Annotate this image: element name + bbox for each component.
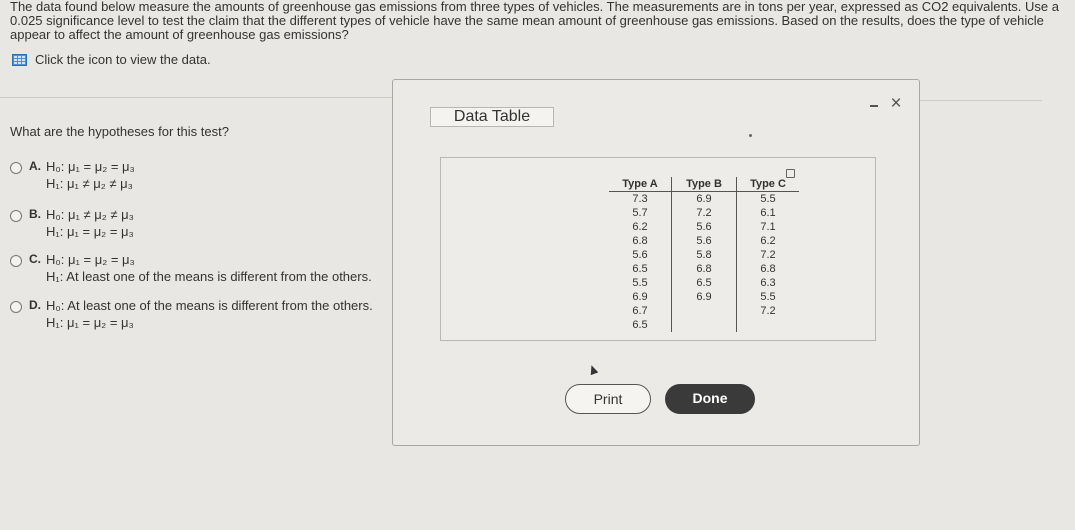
table-cell: 6.8	[632, 235, 648, 247]
table-row	[609, 220, 799, 234]
divider	[918, 100, 1042, 101]
table-cell: 6.8	[737, 262, 800, 276]
option-a-h0: H₀: μ₁ = μ₂ = μ₃	[46, 159, 135, 174]
option-letter: D.	[29, 298, 41, 312]
table-cell: 7.2	[737, 248, 800, 262]
option-d-radio[interactable]	[10, 301, 22, 313]
table-cell: 6.1	[737, 206, 800, 220]
table-row	[609, 276, 799, 290]
table-row	[609, 192, 799, 207]
dialog-title: Data Table	[430, 107, 554, 127]
column-header: Type B	[672, 177, 737, 192]
divider	[0, 97, 392, 98]
option-c-h1: H₁: At least one of the means is different from the others.	[46, 269, 372, 284]
option-letter: A.	[29, 159, 41, 173]
question-text: The data found below measure the amounts of greenhouse gas emissions from three types of vehicles. The measurements are in tons per year, expressed as CO2 equivalents. Use a 0.025 significance level to test the claim that the different types of vehicle have the same mean amount of greenhouse gas emissions. Based on the results, does the type of vehicle appear to affect the amount of greenhouse gas emissions?	[10, 0, 1059, 42]
option-c-radio[interactable]	[10, 255, 22, 267]
table-cell: 6.8	[672, 262, 737, 276]
option-d-h0: H₀: At least one of the means is different from the others.	[46, 298, 373, 313]
table-row	[609, 248, 799, 262]
table-cell: 6.3	[737, 276, 800, 290]
done-button[interactable]: Done	[665, 384, 755, 414]
table-cell: 5.6	[632, 249, 648, 261]
option-b-h1: H₁: μ₁ = μ₂ = μ₃	[46, 224, 134, 239]
option-c-h0: H₀: μ₁ = μ₂ = μ₃	[46, 252, 135, 267]
option-a-h1: H₁: μ₁ ≠ μ₂ ≠ μ₃	[46, 176, 133, 191]
table-cell: 7.2	[672, 206, 737, 220]
table-row	[609, 206, 799, 220]
view-data-link[interactable]	[12, 52, 211, 67]
option-d-h1: H₁: μ₁ = μ₂ = μ₃	[46, 315, 134, 330]
table-grid-icon[interactable]	[12, 54, 27, 66]
data-table	[609, 177, 799, 332]
close-button[interactable]: ×	[890, 93, 902, 114]
table-row	[609, 262, 799, 276]
table-cell: 6.5	[632, 263, 648, 275]
option-b-h0: H₀: μ₁ ≠ μ₂ ≠ μ₃	[46, 207, 134, 222]
table-cell: 5.6	[672, 220, 737, 234]
column-header: Type A	[609, 177, 672, 192]
table-cell: 5.5	[737, 290, 800, 304]
table-cell: 7.1	[737, 220, 800, 234]
table-cell: 6.2	[632, 221, 648, 233]
table-cell	[737, 318, 800, 332]
table-row	[609, 234, 799, 248]
table-cell: 6.9	[672, 192, 737, 207]
data-table-panel	[440, 157, 876, 341]
table-row	[609, 290, 799, 304]
option-letter: B.	[29, 207, 41, 221]
table-cell: 6.7	[632, 305, 648, 317]
table-row	[609, 304, 799, 318]
table-cell	[672, 304, 737, 318]
table-cell: 5.7	[632, 207, 648, 219]
view-data-label[interactable]: Click the icon to view the data.	[35, 52, 211, 67]
option-a-radio[interactable]	[10, 162, 22, 174]
dot-mark	[749, 134, 752, 137]
table-cell: 6.2	[737, 234, 800, 248]
table-cell	[672, 318, 737, 332]
table-cell: 6.5	[632, 319, 648, 331]
minimize-icon	[870, 105, 878, 107]
option-letter: C.	[29, 252, 41, 266]
print-button[interactable]: Print	[565, 384, 651, 414]
table-cell: 7.2	[737, 304, 800, 318]
data-table-dialog	[392, 79, 920, 446]
minimize-button[interactable]	[867, 97, 881, 111]
hypotheses-prompt: What are the hypotheses for this test?	[10, 124, 229, 139]
column-header: Type C	[737, 177, 800, 192]
table-cell: 5.5	[632, 277, 648, 289]
table-cell: 5.5	[737, 192, 800, 207]
table-cell: 5.6	[672, 234, 737, 248]
option-b-radio[interactable]	[10, 210, 22, 222]
table-cell: 5.8	[672, 248, 737, 262]
table-row	[609, 318, 799, 332]
table-cell: 6.9	[672, 290, 737, 304]
table-cell: 6.9	[632, 291, 648, 303]
table-cell: 6.5	[672, 276, 737, 290]
table-cell: 7.3	[632, 193, 648, 205]
